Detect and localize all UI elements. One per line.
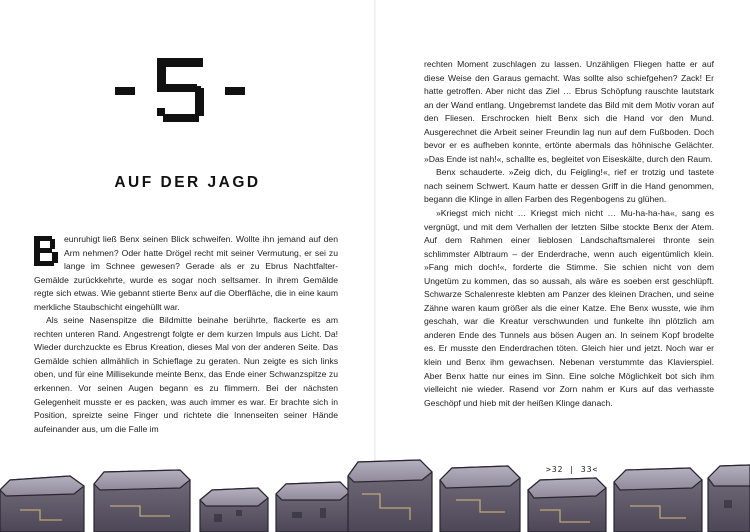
paragraph-5: »Kriegst mich nicht … Kriegst mich nicht … Mu-ha-ha-ha«, sang es vergnügt, und mit dem Verhallen der letzten Silbe stockte Benx der Atem. Auf dem Rahmen einer lieblosen Landschaftsmalerei thronte sein schlimmster Albtraum – der Enderdrache, wenn auch eigentümlich klein. »Fang mich doch!«, forderte die Stimme. Sie schien nicht von dem Ungetüm zu kommen, das so aussah, als wäre es soeben erst geschlüpft. Schwarze Schalenreste klebten am Panzer des kleinen Drachen, und seine Zähne waren kaum größer als die einer Katze. Ehe Benx wusste, wie ihm geschah, war die Kreatur verschwunden und funkelte ihn plötzlich am anderen Ende des Tunnels aus bösen Augen an. In seinem Kopf brodelte es. Er musste den Enderdrachen töten. Gleich hier und jetzt. Noch war er klein und Benx ihm gewachsen. Nebenan verstummte das Klavierspiel. Aber Benx hatte nur eines im Sinn. Eine solche Möglichkeit bot sich ihm vielleicht nie wieder. Rasend vor Zorn nahm er Kurs auf das verhasste Geschöpf und hieb mit der heißen Klinge danach. xyxy=(424,208,714,408)
dropcap-b-icon xyxy=(34,236,58,266)
paragraph-3: rechten Moment zuschlagen zu lassen. Unzähligen Fliegen hatte er auf diese Weise den Garaus gemacht. Was sollte also schiefgehen? Zack! Er hatte getroffen. Aber nicht das Ziel … Ebrus Schöpfung rauschte lautstark an der Wand entlang. Ungebremst landete das Bild mit dem Motiv voran auf den Fliesen. Erschrocken hielt Benx sich die Hand vor den Mund. Ausgerechnet die Arbeit seiner Freundin lag nun auf dem Fußboden. Doch bevor er es aufheben konnte, ertönte abermals das höhnische Gelächter. »Das Ende ist nah!«, schallte es, begleitet von Eiseskälte, durch den Raum. xyxy=(424,59,714,164)
left-page-text xyxy=(34,233,338,436)
right-page-text xyxy=(424,58,714,410)
chapter-title: AUF DER JAGD xyxy=(114,174,261,191)
chapter-number-icon xyxy=(115,58,245,124)
paragraph-4: Benx schauderte. »Zeig dich, du Feigling!«, rief er trotzig und tastete nach seinem Schwert. Kaum hatte er dessen Griff in die Hand genommen, begann die Klinge in allen Farben des Regenbogens zu glühen. xyxy=(424,167,714,205)
paragraph-1-text: eunruhigt ließ Benx seinen Blick schweifen. Wollte ihn jemand auf den Arm nehmen? Oder hatte Drögel recht mit seiner Vermutung, er sei zu lange im Schnee gewesen? Gerade als er zu Ebrus Nachtfalter-Gemälde zurückkehrte, wurde es sogar noch seltsamer. In ihrem Gemälde regte sich etwas. Wie gebannt stierte Benx auf die Oberfläche, die in eine kaum merkliche Staubschicht eingehüllt war. xyxy=(34,234,338,312)
voxel-block-skyline-icon xyxy=(0,450,750,532)
paragraph-1 xyxy=(34,233,338,314)
page-numbers: >32 | 33< xyxy=(546,465,599,474)
paragraph-2: Als seine Nasenspitze die Bildmitte beinahe berührte, flackerte es am rechten unteren Rand. Angestrengt folgte er dem kurzen Impuls aus Licht. Da! Wieder durchzuckte es Ebrus Kreation, dieses Mal von der anderen Seite. Das Gemälde schien allmählich in Schieflage zu geraten. Nun zeigte es sich links oben, und für eine Millisekunde meinte Benx, das Ende einer Schwanzspitze zu erkennen. Vor seinen Augen begann es zu flimmern. Bei der nächsten Gelegenheit musste er es packen, was auch immer es war. Er brachte sich in Position, spreizte seine Finger und richtete die Innenseiten seiner Hände aufeinander aus, um die Falle im xyxy=(34,315,338,434)
